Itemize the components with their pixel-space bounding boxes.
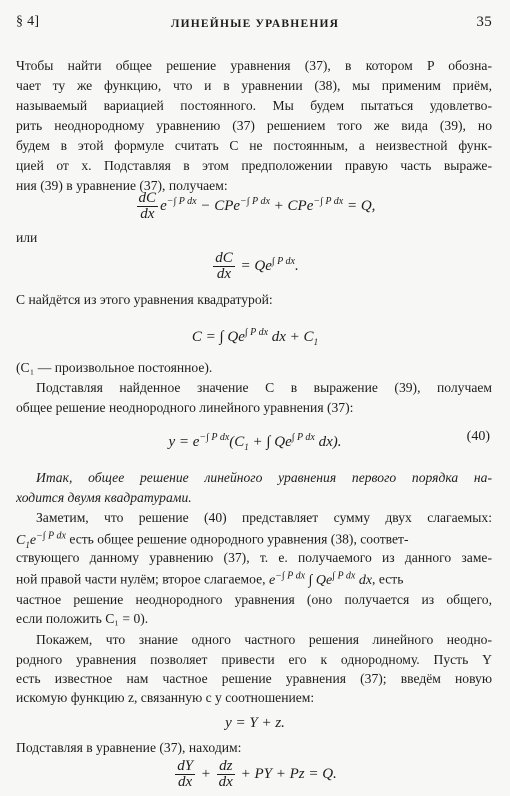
text-line: чает ту же функцию, что и в уравнении (38), мы применим приём, <box>16 78 492 93</box>
text-line: называемый вариацией постоянного. Мы будем пытаться удовлетво- <box>16 98 492 113</box>
text-line: C найдётся из этого уравнения квадратурой: <box>16 292 273 307</box>
text-line: Заметим, что решение (40) представляет сумму двух слагаемых: <box>36 510 492 525</box>
text-line: искомую функцию z, связанную с y соотношением: <box>16 690 315 705</box>
text-line: Чтобы найти общее решение уравнения (37), в котором P обозна- <box>16 58 492 73</box>
text-line: если положить C₁ = 0). <box>16 611 149 626</box>
text-line: ходится двумя квадратурами. <box>16 490 192 505</box>
text-line: общее решение неоднородного линейного уравнения (37): <box>16 400 354 415</box>
text-line: ствующего данному уравнению (37), т. е. получаемого из данного заме- <box>16 550 492 565</box>
page-number: 35 <box>476 14 492 30</box>
text-line: рить неоднородному уравнению (37) решением того же вида (39), но <box>16 118 492 133</box>
equation-c-quadrature: C = ∫ $Qe^{\int P dx}$ dx + $C_1$ <box>191 327 319 347</box>
equation-40: $y = e^{-\int P dx}(C_1$ + ∫ $Qe^{\int P dx}$ dx). <box>168 432 342 452</box>
text-line: $C_1e^{-\int P dx}$ есть общее решение однородного уравнения (38), соответ- <box>16 530 409 550</box>
text-line: или <box>16 230 38 245</box>
section-marker: § 4] <box>16 14 40 29</box>
equation-number: (40) <box>466 429 490 444</box>
running-title: ЛИНЕЙНЫЕ УРАВНЕНИЯ <box>170 18 340 30</box>
text-line: есть известное нам частное решение уравнения (37); введём новую <box>16 671 492 686</box>
equation-variation: $\frac{dC}{dx}$ $e^{-\int P dx} - CPe^{-\int P dx} + CPe^{-\int P dx} = Q$, <box>138 190 376 223</box>
text-line: ния (39) в уравнение (37), получаем: <box>16 178 228 193</box>
text-line: ной правой части нулём; второе слагаемое, $e^{-\int P dx}$ ∫ $Qe^{\int P dx}$ dx, есть <box>16 570 404 588</box>
equation-substitution: y = Y + z. <box>225 715 285 731</box>
text-line: родного уравнения позволяет привести его к однородному. Пусть Y <box>16 652 492 667</box>
text-line: (C₁ — произвольное постоянное). <box>16 360 213 375</box>
text-line: Покажем, что знание одного частного решения линейного неодно- <box>36 632 492 647</box>
equation-derivative-c: $\frac{dC}{dx}$ = $Qe^{\int P dx}$. <box>215 250 299 283</box>
text-line: частное решение неоднородного уравнения (оно получается из общего, <box>16 592 492 607</box>
text-line: цией от x. Подставляя в этом предположении правую часть выраже- <box>16 158 492 173</box>
text-line: Подставляя в уравнение (37), находим: <box>16 740 242 755</box>
text-line: Подставляя найденное значение C в выражение (39), получаем <box>36 380 492 395</box>
text-fragment: есть общее решение однородного уравнения (38), соответ- <box>69 531 409 547</box>
equation-substituted: $\frac{dY}{dx}$ + $\frac{dz}{dx}$ + PY + Pz = Q. <box>177 758 337 791</box>
text-line: будем в этой формуле считать C не постоянным, а неизвестной функ- <box>16 138 492 153</box>
text-fragment: , есть <box>372 571 404 587</box>
text-line: Итак, общее решение линейного уравнения первого порядка на- <box>36 470 492 485</box>
text-fragment: ной правой части нулём; второе слагаемое, <box>16 571 266 587</box>
